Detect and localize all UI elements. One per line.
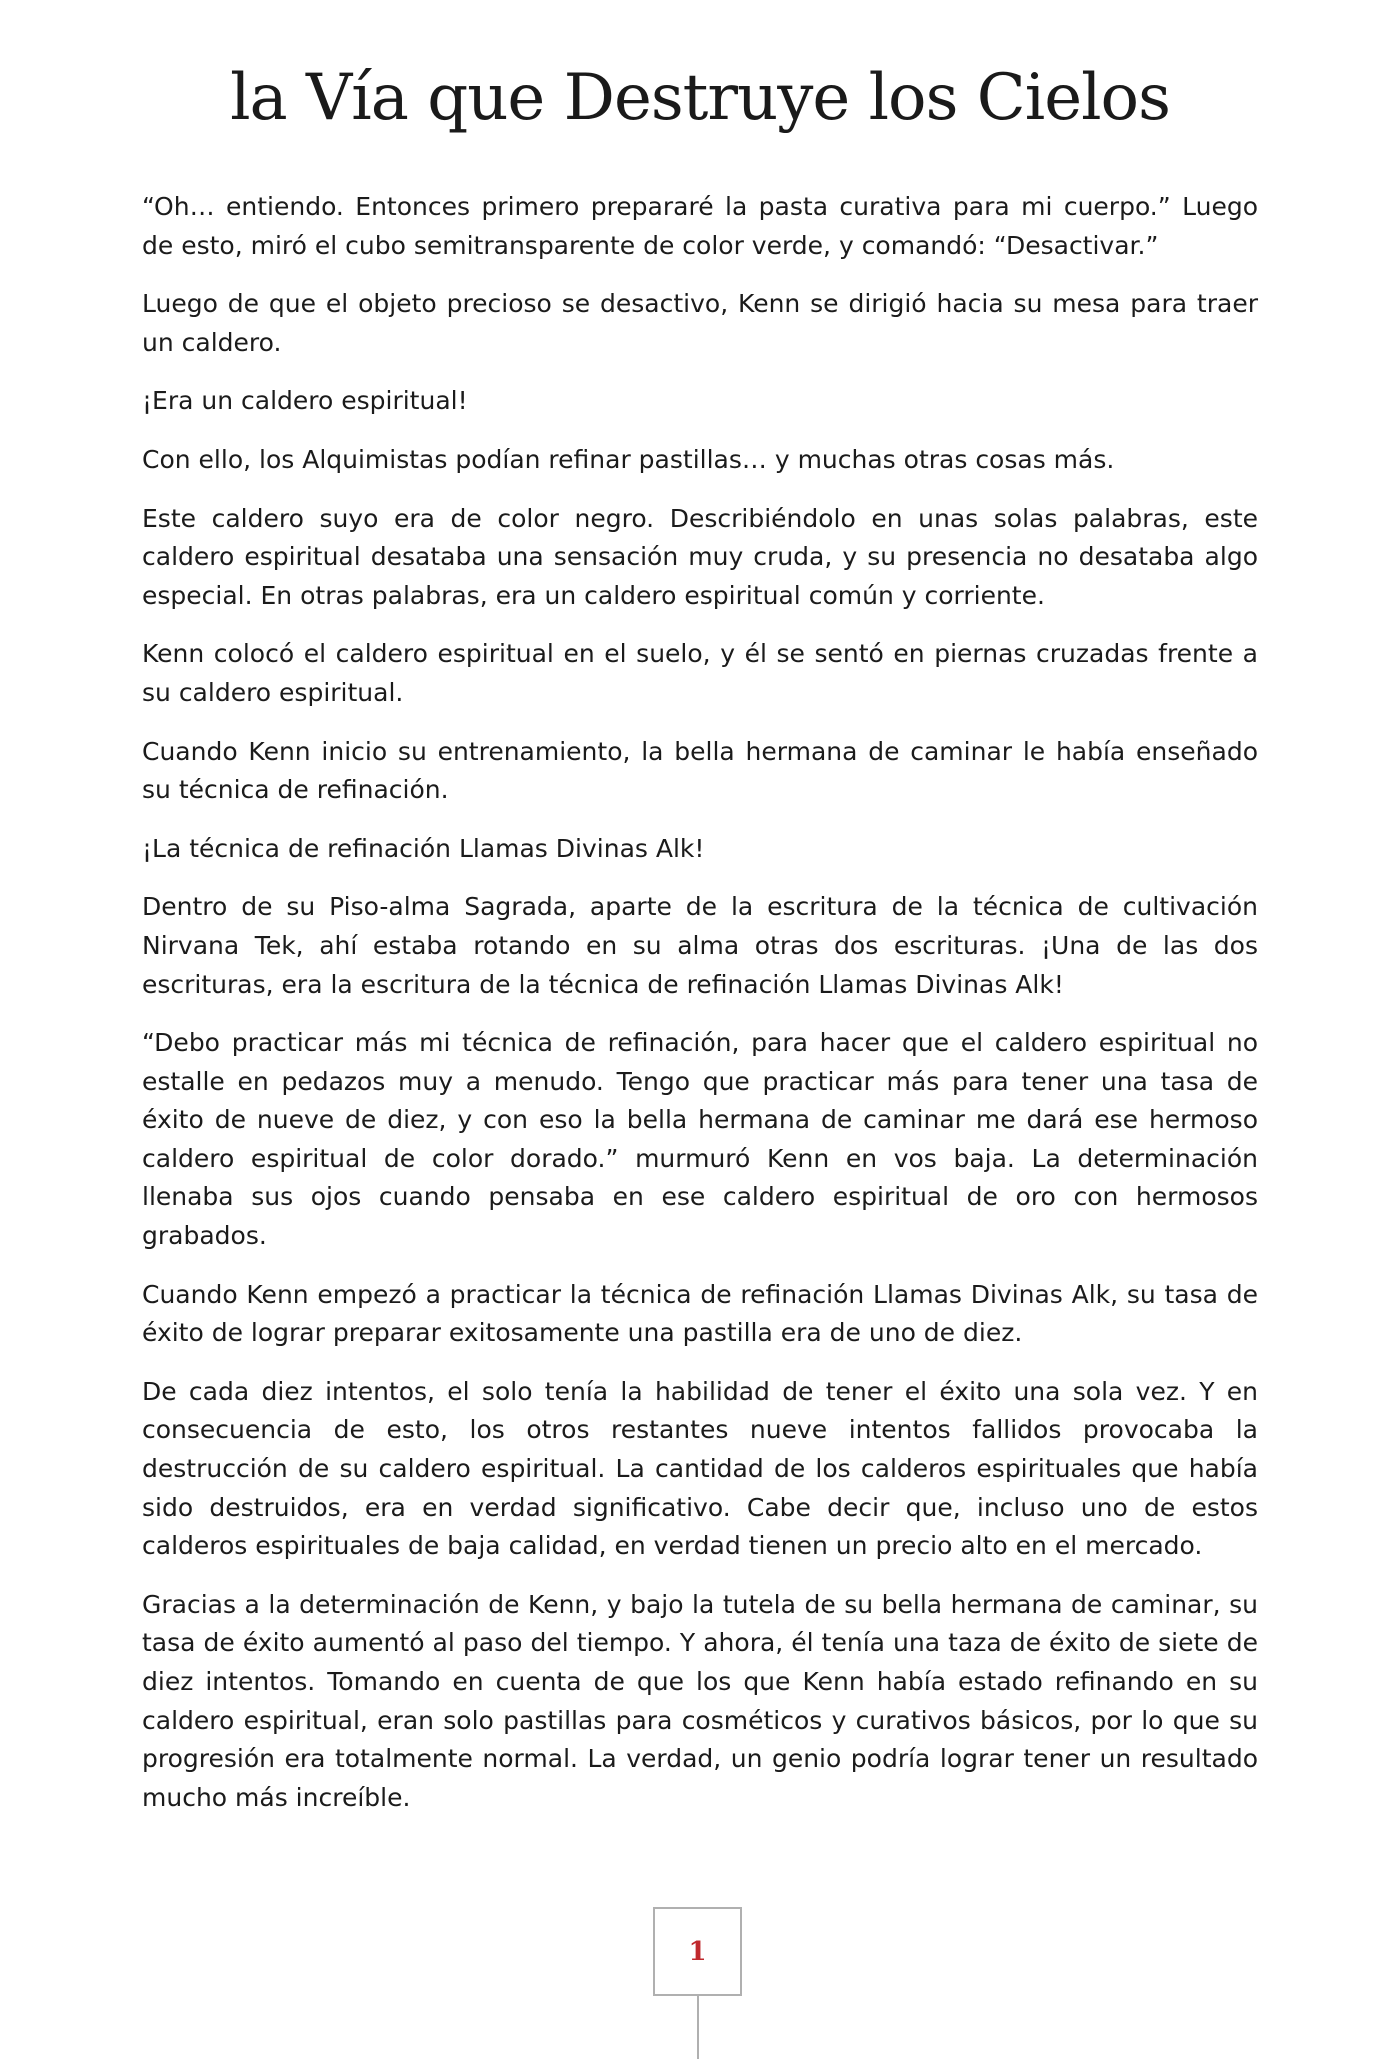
paragraph: Este caldero suyo era de color negro. Describiéndolo en unas solas palabras, este caldero espiritual desataba una sensación muy cruda, y su presencia no desataba algo especial. En otras palabras, era un caldero espiritual común y corriente. [142, 503, 1258, 610]
document-title: la Vía que Destruye los Cielos [230, 61, 1170, 135]
paragraph: ¡La técnica de refinación Llamas Divinas Alk! [142, 833, 705, 863]
paragraph: “Oh… entiendo. Entonces primero prepararé la pasta curativa para mi cuerpo.” Luego de esto, miró el cubo semitransparente de color verde, y comandó: “Desactivar.” [142, 192, 1258, 260]
paragraph: Kenn colocó el caldero espiritual en el suelo, y él se sentó en piernas cruzadas frente a su caldero espiritual. [142, 639, 1258, 707]
paragraph: Gracias a la determinación de Kenn, y bajo la tutela de su bella hermana de caminar, su tasa de éxito aumentó al paso del tiempo. Y ahora, él tenía una taza de éxito de siete de diez intentos. Tomando en cuenta de que los que Kenn había estado refinando en su caldero espiritual, eran solo pastillas para cosméticos y curativos básicos, por lo que su progresión era totalmente normal. La verdad, un genio podría lograr tener un resultado mucho más increíble. [142, 1589, 1258, 1812]
page-number-connector-line [697, 1996, 699, 2059]
document-body [142, 188, 1258, 1837]
page-number: 1 [688, 1936, 707, 1967]
paragraph: Cuando Kenn inicio su entrenamiento, la bella hermana de caminar le había enseñado su técnica de refinación. [142, 736, 1258, 805]
paragraph: “Debo practicar más mi técnica de refinación, para hacer que el caldero espiritual no estalle en pedazos muy a menudo. Tengo que practicar más para tener una tasa de éxito de nueve de diez, y con eso la bella hermana de caminar me dará ese hermoso caldero espiritual de color dorado.” murmuró Kenn en vos baja. La determinación llenaba sus ojos cuando pensaba en ese caldero espiritual de oro con hermosos grabados. [142, 1028, 1258, 1251]
page-number-box [653, 1907, 742, 1996]
paragraph: Dentro de su Piso-alma Sagrada, aparte de la escritura de la técnica de cultivación Nirvana Tek, ahí estaba rotando en su alma otras dos escrituras. ¡Una de las dos escrituras, era la escritura de la técnica de refinación Llamas Divinas Alk! [142, 892, 1258, 999]
paragraph: Luego de que el objeto precioso se desactivo, Kenn se dirigió hacia su mesa para traer un caldero. [142, 289, 1258, 357]
paragraph: De cada diez intentos, el solo tenía la habilidad de tener el éxito una sola vez. Y en consecuencia de esto, los otros restantes nueve intentos fallidos provocaba la destrucción de su caldero espiritual. La cantidad de los calderos espirituales que había sido destruidos, era en verdad significativo. Cabe decir que, incluso uno de estos calderos espirituales de baja calidad, en verdad tienen un precio alto en el mercado. [142, 1376, 1258, 1561]
paragraph: ¡Era un caldero espiritual! [142, 386, 468, 416]
paragraph: Con ello, los Alquimistas podían refinar pastillas… y muchas otras cosas más. [142, 444, 1115, 474]
paragraph: Cuando Kenn empezó a practicar la técnica de refinación Llamas Divinas Alk, su tasa de éxito de lograr preparar exitosamente una pastilla era de uno de diez. [142, 1279, 1258, 1348]
